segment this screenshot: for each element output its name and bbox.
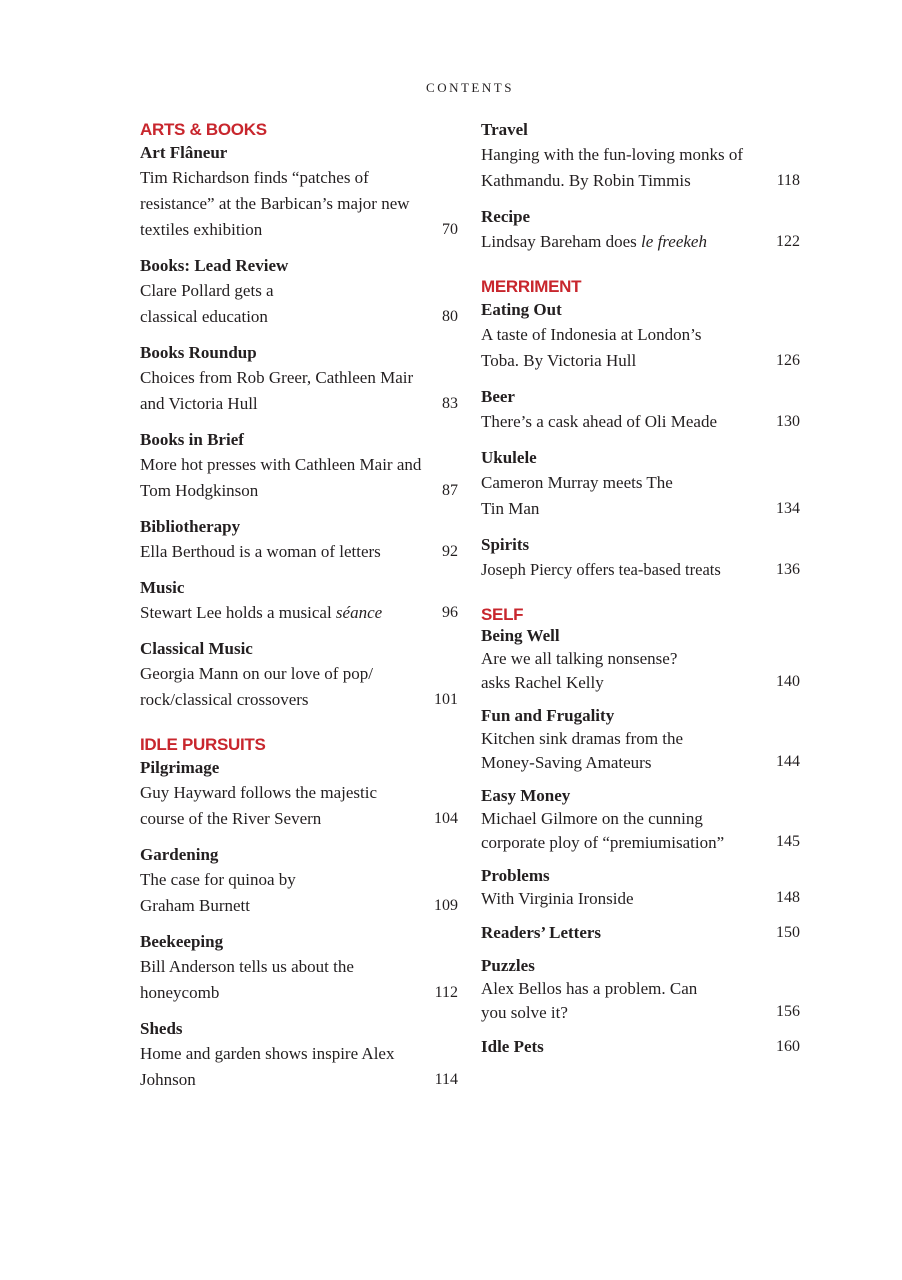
toc-entry-spirits[interactable] <box>481 532 800 583</box>
page-number: 92 <box>442 543 458 560</box>
entry-description: Choices from Rob Greer, Cathleen Mair and Victoria Hull <box>140 368 414 413</box>
entry-title: Ukulele <box>481 448 537 467</box>
toc-entry-pilgrimage[interactable] <box>140 755 458 832</box>
entry-title: Idle Pets <box>481 1037 544 1056</box>
page-number: 114 <box>434 1071 458 1088</box>
section-heading-idle-pursuits: IDLE PURSUITS <box>140 735 266 754</box>
toc-entry-sheds[interactable] <box>140 1016 458 1093</box>
entry-description: Ella Berthoud is a woman of letters <box>140 542 381 561</box>
page-number: 134 <box>776 500 800 517</box>
entry-title: Problems <box>481 866 550 885</box>
entry-title: Recipe <box>481 207 531 226</box>
page-number: 130 <box>776 413 800 430</box>
entry-description-italic: le freekeh <box>641 232 707 251</box>
entry-description: Michael Gilmore on the cunning corporate ploy of “premiumisation” <box>481 809 725 852</box>
entry-title: Readers’ Letters <box>481 923 602 942</box>
entry-description: The case for quinoa by Graham Burnett <box>140 870 296 915</box>
entry-description <box>481 229 800 255</box>
page-number: 112 <box>434 984 458 1001</box>
entry-description: With Virginia Ironside <box>481 889 634 908</box>
page-number: 80 <box>442 308 458 325</box>
entry-description: Tim Richardson finds “patches of resistance” at the Barbican’s major new textiles exhibition <box>140 168 410 239</box>
entry-title: Fun and Frugality <box>481 706 615 725</box>
page-number: 160 <box>776 1038 800 1055</box>
toc-entry-music[interactable] <box>140 575 458 626</box>
entry-title: Gardening <box>140 845 219 864</box>
page-number: 140 <box>776 673 800 690</box>
entry-title: Art Flâneur <box>140 143 228 162</box>
page-number: 126 <box>776 352 800 369</box>
toc-entry-fun-and-frugality[interactable] <box>481 705 800 775</box>
entry-description-italic: séance <box>335 603 383 622</box>
entry-description: More hot presses with Cathleen Mair and Tom Hodgkinson <box>140 455 422 500</box>
page-number: 104 <box>434 810 458 827</box>
page-number: 150 <box>776 924 800 941</box>
toc-entry-classical-music[interactable] <box>140 636 458 713</box>
entry-description: Alex Bellos has a problem. Can you solve it? <box>481 979 698 1022</box>
section-heading-arts-books: ARTS & BOOKS <box>140 120 267 139</box>
entry-description: Are we all talking nonsense? asks Rachel Kelly <box>481 649 678 692</box>
page-number: 101 <box>434 691 458 708</box>
entry-title: Books: Lead Review <box>140 256 289 275</box>
right-column <box>481 117 800 1059</box>
entry-title: Books Roundup <box>140 343 257 362</box>
page-number: 145 <box>776 833 800 850</box>
entry-title: Eating Out <box>481 300 562 319</box>
page-number: 70 <box>442 221 458 238</box>
page-number: 122 <box>776 233 800 250</box>
entry-title: Pilgrimage <box>140 758 220 777</box>
page-number: 96 <box>442 604 458 621</box>
toc-entry-books-roundup[interactable] <box>140 340 458 417</box>
entry-description: Cameron Murray meets The Tin Man <box>481 473 673 518</box>
entry-description: Home and garden shows inspire Alex Johnson <box>140 1044 395 1089</box>
left-column <box>140 120 458 1093</box>
page-number: 156 <box>776 1003 800 1020</box>
toc-entry-beekeeping[interactable] <box>140 929 458 1006</box>
toc-entry-beer[interactable] <box>481 384 800 435</box>
entry-description: Joseph Piercy offers tea-based treats <box>481 560 721 579</box>
entry-description: Bill Anderson tells us about the honeycomb <box>140 957 354 1002</box>
entry-title: Books in Brief <box>140 430 244 449</box>
entry-title: Sheds <box>140 1019 183 1038</box>
entry-title: Spirits <box>481 535 530 554</box>
page-number: 118 <box>776 172 800 189</box>
toc-entry-idle-pets[interactable] <box>481 1035 800 1059</box>
entry-description: A taste of Indonesia at London’s Toba. By Victoria Hull <box>481 325 702 370</box>
entry-description: Kitchen sink dramas from the Money-Saving Amateurs <box>481 729 684 772</box>
toc-entry-recipe[interactable] <box>481 204 800 255</box>
entry-description: Guy Hayward follows the majestic course of the River Severn <box>140 783 377 828</box>
toc-entry-travel[interactable] <box>481 117 800 194</box>
entry-title: Being Well <box>481 626 560 645</box>
toc-entry-easy-money[interactable] <box>481 785 800 855</box>
entry-title: Travel <box>481 120 528 139</box>
page-title: CONTENTS <box>426 80 514 95</box>
toc-entry-books-in-brief[interactable] <box>140 427 458 504</box>
toc-entry-art-flaneur[interactable] <box>140 140 458 243</box>
toc-entry-readers-letters[interactable] <box>481 921 800 945</box>
page-number: 87 <box>442 482 458 499</box>
page-number: 148 <box>776 889 800 906</box>
entry-title: Puzzles <box>481 956 535 975</box>
entry-description-text: Stewart Lee holds a musical <box>140 603 336 622</box>
page-number: 144 <box>776 753 800 770</box>
entry-description: Georgia Mann on our love of pop/ rock/classical crossovers <box>140 664 373 709</box>
entry-title: Music <box>140 578 185 597</box>
toc-entry-books-lead-review[interactable] <box>140 253 458 330</box>
entry-title: Bibliotherapy <box>140 517 241 536</box>
entry-title: Beekeeping <box>140 932 224 951</box>
toc-entry-puzzles[interactable] <box>481 955 800 1025</box>
entry-description-text: Lindsay Bareham does <box>481 232 642 251</box>
section-heading-self: SELF <box>481 605 524 624</box>
entry-title: Beer <box>481 387 515 406</box>
entry-description: Hanging with the fun-loving monks of Kathmandu. By Robin Timmis <box>481 145 744 190</box>
entry-title: Classical Music <box>140 639 253 658</box>
toc-entry-eating-out[interactable] <box>481 297 800 374</box>
page-number: 109 <box>434 897 458 914</box>
page-number: 83 <box>442 395 458 412</box>
entry-description: There’s a cask ahead of Oli Meade <box>481 412 717 431</box>
toc-entry-ukulele[interactable] <box>481 445 800 522</box>
toc-entry-problems[interactable] <box>481 865 800 911</box>
toc-entry-bibliotherapy[interactable] <box>140 514 458 565</box>
toc-entry-gardening[interactable] <box>140 842 458 919</box>
section-heading-merriment: MERRIMENT <box>481 277 582 296</box>
toc-entry-being-well[interactable] <box>481 625 800 695</box>
page-number: 136 <box>776 561 800 578</box>
entry-description <box>140 600 458 626</box>
entry-description: Clare Pollard gets a classical education <box>140 281 274 326</box>
entry-title: Easy Money <box>481 786 571 805</box>
